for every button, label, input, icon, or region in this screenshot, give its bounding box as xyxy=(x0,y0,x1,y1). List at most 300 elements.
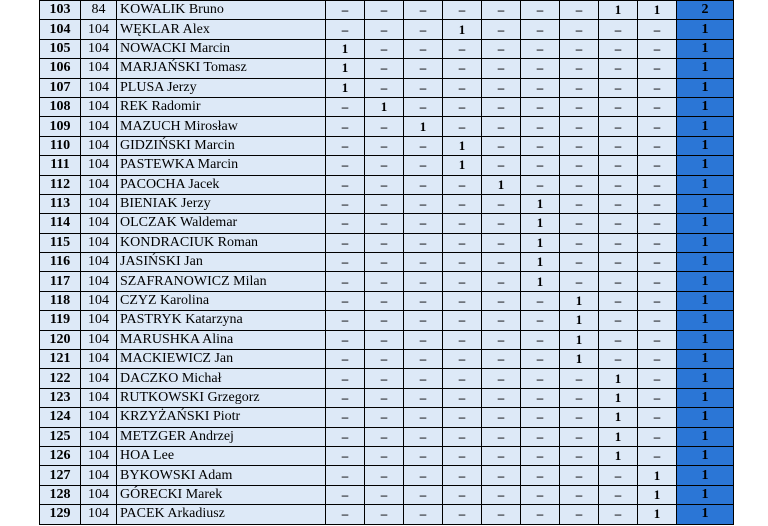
rank-cell: 127 xyxy=(40,466,81,485)
score-cell: – xyxy=(404,505,443,524)
score-cell: – xyxy=(404,408,443,427)
score-cell: – xyxy=(404,175,443,194)
place-cell: 104 xyxy=(81,78,117,97)
score-cell: – xyxy=(482,20,521,39)
score-cell: – xyxy=(638,20,677,39)
place-cell: 104 xyxy=(81,59,117,78)
place-cell: 104 xyxy=(81,39,117,58)
score-cell: – xyxy=(638,59,677,78)
score-cell: – xyxy=(599,466,638,485)
score-cell: – xyxy=(521,175,560,194)
rank-cell: 115 xyxy=(40,233,81,252)
table-row xyxy=(40,388,734,407)
rank-cell: 126 xyxy=(40,446,81,465)
score-cell: 1 xyxy=(521,272,560,291)
score-cell: – xyxy=(404,1,443,20)
rank-cell: 128 xyxy=(40,485,81,504)
total-cell: 1 xyxy=(677,117,734,136)
place-cell: 104 xyxy=(81,233,117,252)
score-cell: – xyxy=(443,214,482,233)
ranking-table-body xyxy=(40,1,734,525)
place-cell: 104 xyxy=(81,369,117,388)
table-row xyxy=(40,253,734,272)
table-row xyxy=(40,20,734,39)
score-cell: 1 xyxy=(326,59,365,78)
score-cell: – xyxy=(482,485,521,504)
table-row xyxy=(40,350,734,369)
rank-cell: 124 xyxy=(40,408,81,427)
score-cell: – xyxy=(560,175,599,194)
score-cell: – xyxy=(638,369,677,388)
rank-cell: 129 xyxy=(40,505,81,524)
score-cell: 1 xyxy=(521,194,560,213)
name-cell: CZYZ Karolina xyxy=(117,291,326,310)
score-cell: – xyxy=(560,97,599,116)
score-cell: – xyxy=(599,505,638,524)
rank-cell: 121 xyxy=(40,350,81,369)
score-cell: – xyxy=(443,291,482,310)
place-cell: 104 xyxy=(81,253,117,272)
score-cell: – xyxy=(326,291,365,310)
table-row xyxy=(40,78,734,97)
score-cell: – xyxy=(638,272,677,291)
score-cell: – xyxy=(560,136,599,155)
score-cell: 1 xyxy=(638,505,677,524)
place-cell: 104 xyxy=(81,485,117,504)
place-cell: 104 xyxy=(81,350,117,369)
score-cell: – xyxy=(521,350,560,369)
score-cell: – xyxy=(443,39,482,58)
name-cell: PASTEWKA Marcin xyxy=(117,156,326,175)
place-cell: 104 xyxy=(81,117,117,136)
score-cell: – xyxy=(326,505,365,524)
score-cell: – xyxy=(326,408,365,427)
score-cell: – xyxy=(599,214,638,233)
score-cell: – xyxy=(326,117,365,136)
place-cell: 104 xyxy=(81,136,117,155)
score-cell: – xyxy=(443,1,482,20)
score-cell: – xyxy=(365,485,404,504)
rank-cell: 105 xyxy=(40,39,81,58)
place-cell: 104 xyxy=(81,408,117,427)
name-cell: MARUSHKA Alina xyxy=(117,330,326,349)
score-cell: – xyxy=(638,408,677,427)
score-cell: – xyxy=(521,59,560,78)
rank-cell: 122 xyxy=(40,369,81,388)
total-cell: 1 xyxy=(677,311,734,330)
score-cell: 1 xyxy=(443,156,482,175)
score-cell: – xyxy=(521,311,560,330)
score-cell: – xyxy=(521,1,560,20)
total-cell: 2 xyxy=(677,1,734,20)
name-cell: GÓRECKI Marek xyxy=(117,485,326,504)
score-cell: 1 xyxy=(599,408,638,427)
score-cell: – xyxy=(365,233,404,252)
score-cell: – xyxy=(326,175,365,194)
score-cell: – xyxy=(638,136,677,155)
score-cell: – xyxy=(365,369,404,388)
score-cell: – xyxy=(560,272,599,291)
score-cell: – xyxy=(599,253,638,272)
score-cell: – xyxy=(404,350,443,369)
table-row xyxy=(40,136,734,155)
rank-cell: 109 xyxy=(40,117,81,136)
score-cell: – xyxy=(365,427,404,446)
score-cell: – xyxy=(443,388,482,407)
place-cell: 104 xyxy=(81,175,117,194)
score-cell: – xyxy=(521,408,560,427)
rank-cell: 117 xyxy=(40,272,81,291)
place-cell: 104 xyxy=(81,466,117,485)
score-cell: – xyxy=(443,446,482,465)
total-cell: 1 xyxy=(677,39,734,58)
score-cell: – xyxy=(599,194,638,213)
score-cell: – xyxy=(365,466,404,485)
total-cell: 1 xyxy=(677,427,734,446)
score-cell: – xyxy=(404,446,443,465)
score-cell: – xyxy=(443,253,482,272)
score-cell: 1 xyxy=(326,78,365,97)
name-cell: REK Radomir xyxy=(117,97,326,116)
place-cell: 104 xyxy=(81,97,117,116)
score-cell: – xyxy=(365,136,404,155)
name-cell: GIDZIŃSKI Marcin xyxy=(117,136,326,155)
rank-cell: 120 xyxy=(40,330,81,349)
score-cell: – xyxy=(326,272,365,291)
name-cell: MACKIEWICZ Jan xyxy=(117,350,326,369)
name-cell: METZGER Andrzej xyxy=(117,427,326,446)
score-cell: – xyxy=(404,233,443,252)
score-cell: – xyxy=(638,427,677,446)
total-cell: 1 xyxy=(677,136,734,155)
score-cell: – xyxy=(521,485,560,504)
total-cell: 1 xyxy=(677,59,734,78)
total-cell: 1 xyxy=(677,330,734,349)
score-cell: – xyxy=(365,350,404,369)
score-cell: – xyxy=(638,388,677,407)
score-cell: – xyxy=(521,291,560,310)
score-cell: – xyxy=(482,466,521,485)
table-row xyxy=(40,446,734,465)
score-cell: – xyxy=(482,408,521,427)
score-cell: – xyxy=(560,388,599,407)
score-cell: – xyxy=(482,369,521,388)
rank-cell: 108 xyxy=(40,97,81,116)
score-cell: – xyxy=(326,1,365,20)
table-row xyxy=(40,369,734,388)
score-cell: – xyxy=(482,427,521,446)
score-cell: – xyxy=(326,388,365,407)
total-cell: 1 xyxy=(677,466,734,485)
table-row xyxy=(40,1,734,20)
score-cell: – xyxy=(365,446,404,465)
score-cell: – xyxy=(443,408,482,427)
place-cell: 104 xyxy=(81,505,117,524)
score-cell: – xyxy=(404,485,443,504)
score-cell: – xyxy=(599,350,638,369)
table-row xyxy=(40,97,734,116)
score-cell: – xyxy=(521,39,560,58)
table-row xyxy=(40,214,734,233)
total-cell: 1 xyxy=(677,214,734,233)
rank-cell: 114 xyxy=(40,214,81,233)
score-cell: – xyxy=(521,97,560,116)
score-cell: – xyxy=(365,291,404,310)
score-cell: – xyxy=(365,117,404,136)
name-cell: KRZYŻAŃSKI Piotr xyxy=(117,408,326,427)
score-cell: – xyxy=(521,446,560,465)
score-cell: – xyxy=(443,59,482,78)
score-cell: – xyxy=(521,505,560,524)
total-cell: 1 xyxy=(677,20,734,39)
score-cell: – xyxy=(443,505,482,524)
score-cell: – xyxy=(326,446,365,465)
score-cell: 1 xyxy=(365,97,404,116)
score-cell: – xyxy=(404,20,443,39)
score-cell: 1 xyxy=(443,136,482,155)
name-cell: JASIŃSKI Jan xyxy=(117,253,326,272)
score-cell: – xyxy=(404,136,443,155)
table-row xyxy=(40,117,734,136)
score-cell: – xyxy=(443,311,482,330)
score-cell: 1 xyxy=(560,350,599,369)
name-cell: BYKOWSKI Adam xyxy=(117,466,326,485)
total-cell: 1 xyxy=(677,194,734,213)
score-cell: – xyxy=(404,78,443,97)
rank-cell: 113 xyxy=(40,194,81,213)
score-cell: – xyxy=(560,1,599,20)
rank-cell: 110 xyxy=(40,136,81,155)
score-cell: – xyxy=(365,20,404,39)
score-cell: – xyxy=(443,117,482,136)
score-cell: – xyxy=(365,78,404,97)
score-cell: – xyxy=(521,330,560,349)
rank-cell: 111 xyxy=(40,156,81,175)
rank-cell: 106 xyxy=(40,59,81,78)
place-cell: 104 xyxy=(81,427,117,446)
score-cell: – xyxy=(638,233,677,252)
score-cell: – xyxy=(482,253,521,272)
score-cell: – xyxy=(482,78,521,97)
score-cell: 1 xyxy=(599,388,638,407)
score-cell: – xyxy=(443,78,482,97)
score-cell: – xyxy=(365,388,404,407)
name-cell: OLCZAK Waldemar xyxy=(117,214,326,233)
rank-cell: 116 xyxy=(40,253,81,272)
score-cell: – xyxy=(521,78,560,97)
name-cell: DACZKO Michał xyxy=(117,369,326,388)
total-cell: 1 xyxy=(677,408,734,427)
name-cell: RUTKOWSKI Grzegorz xyxy=(117,388,326,407)
score-cell: – xyxy=(482,194,521,213)
score-cell: – xyxy=(560,78,599,97)
score-cell: – xyxy=(404,214,443,233)
score-cell: – xyxy=(404,311,443,330)
total-cell: 1 xyxy=(677,350,734,369)
score-cell: – xyxy=(443,330,482,349)
score-cell: – xyxy=(326,156,365,175)
score-cell: – xyxy=(560,485,599,504)
score-cell: – xyxy=(482,291,521,310)
score-cell: – xyxy=(560,39,599,58)
score-cell: – xyxy=(326,253,365,272)
name-cell: SZAFRANOWICZ Milan xyxy=(117,272,326,291)
score-cell: – xyxy=(482,136,521,155)
name-cell: MAZUCH Mirosław xyxy=(117,117,326,136)
score-cell: – xyxy=(638,156,677,175)
score-cell: – xyxy=(404,39,443,58)
place-cell: 104 xyxy=(81,272,117,291)
score-cell: – xyxy=(560,446,599,465)
total-cell: 1 xyxy=(677,505,734,524)
score-cell: 1 xyxy=(560,291,599,310)
table-row xyxy=(40,311,734,330)
score-cell: – xyxy=(404,272,443,291)
score-cell: 1 xyxy=(560,311,599,330)
score-cell: – xyxy=(599,136,638,155)
score-cell: – xyxy=(521,117,560,136)
score-cell: – xyxy=(599,175,638,194)
score-cell: – xyxy=(599,311,638,330)
name-cell: BIENIAK Jerzy xyxy=(117,194,326,213)
rank-cell: 123 xyxy=(40,388,81,407)
score-cell: – xyxy=(521,20,560,39)
table-row xyxy=(40,485,734,504)
score-cell: – xyxy=(326,214,365,233)
score-cell: – xyxy=(560,408,599,427)
score-cell: – xyxy=(638,253,677,272)
name-cell: WĘKLAR Alex xyxy=(117,20,326,39)
name-cell: NOWACKI Marcin xyxy=(117,39,326,58)
score-cell: – xyxy=(365,408,404,427)
score-cell: – xyxy=(404,59,443,78)
place-cell: 104 xyxy=(81,388,117,407)
place-cell: 104 xyxy=(81,446,117,465)
score-cell: – xyxy=(560,59,599,78)
rank-cell: 119 xyxy=(40,311,81,330)
score-cell: – xyxy=(560,505,599,524)
table-row xyxy=(40,505,734,524)
score-cell: – xyxy=(599,59,638,78)
score-cell: – xyxy=(638,311,677,330)
table-row xyxy=(40,233,734,252)
score-cell: – xyxy=(599,485,638,504)
score-cell: – xyxy=(482,330,521,349)
score-cell: – xyxy=(638,97,677,116)
score-cell: – xyxy=(599,20,638,39)
score-cell: – xyxy=(326,369,365,388)
score-cell: – xyxy=(326,136,365,155)
score-cell: – xyxy=(326,485,365,504)
score-cell: – xyxy=(638,78,677,97)
score-cell: – xyxy=(482,311,521,330)
score-cell: – xyxy=(599,330,638,349)
score-cell: – xyxy=(443,97,482,116)
table-row xyxy=(40,272,734,291)
score-cell: – xyxy=(638,194,677,213)
score-cell: – xyxy=(326,427,365,446)
rank-cell: 112 xyxy=(40,175,81,194)
score-cell: – xyxy=(404,156,443,175)
score-cell: – xyxy=(599,272,638,291)
score-cell: – xyxy=(599,97,638,116)
score-cell: – xyxy=(560,466,599,485)
score-cell: – xyxy=(365,194,404,213)
table-row xyxy=(40,59,734,78)
score-cell: – xyxy=(638,330,677,349)
total-cell: 1 xyxy=(677,233,734,252)
score-cell: – xyxy=(482,59,521,78)
score-cell: – xyxy=(560,117,599,136)
score-cell: – xyxy=(638,214,677,233)
score-cell: 1 xyxy=(482,175,521,194)
table-row xyxy=(40,466,734,485)
score-cell: 1 xyxy=(599,427,638,446)
total-cell: 1 xyxy=(677,272,734,291)
table-row xyxy=(40,156,734,175)
score-cell: – xyxy=(599,156,638,175)
score-cell: – xyxy=(560,233,599,252)
name-cell: KONDRACIUK Roman xyxy=(117,233,326,252)
score-cell: – xyxy=(365,39,404,58)
total-cell: 1 xyxy=(677,369,734,388)
score-cell: – xyxy=(482,1,521,20)
score-cell: – xyxy=(482,97,521,116)
score-cell: – xyxy=(521,136,560,155)
name-cell: PASTRYK Katarzyna xyxy=(117,311,326,330)
score-cell: – xyxy=(443,485,482,504)
name-cell: MARJAŃSKI Tomasz xyxy=(117,59,326,78)
score-cell: – xyxy=(443,272,482,291)
score-cell: – xyxy=(599,117,638,136)
place-cell: 104 xyxy=(81,291,117,310)
score-cell: – xyxy=(365,175,404,194)
score-cell: – xyxy=(326,330,365,349)
score-cell: 1 xyxy=(599,446,638,465)
total-cell: 1 xyxy=(677,291,734,310)
table-row xyxy=(40,291,734,310)
score-cell: 1 xyxy=(560,330,599,349)
table-row xyxy=(40,330,734,349)
rank-cell: 104 xyxy=(40,20,81,39)
total-cell: 1 xyxy=(677,78,734,97)
score-cell: – xyxy=(326,311,365,330)
score-cell: – xyxy=(443,466,482,485)
name-cell: HOA Lee xyxy=(117,446,326,465)
score-cell: – xyxy=(443,350,482,369)
score-cell: – xyxy=(482,350,521,369)
score-cell: – xyxy=(326,97,365,116)
score-cell: – xyxy=(521,156,560,175)
rank-cell: 103 xyxy=(40,1,81,20)
score-cell: – xyxy=(365,59,404,78)
score-cell: – xyxy=(404,97,443,116)
score-cell: – xyxy=(638,175,677,194)
place-cell: 104 xyxy=(81,330,117,349)
score-cell: – xyxy=(326,233,365,252)
score-cell: – xyxy=(560,427,599,446)
place-cell: 104 xyxy=(81,214,117,233)
total-cell: 1 xyxy=(677,175,734,194)
score-cell: – xyxy=(638,350,677,369)
score-cell: – xyxy=(443,369,482,388)
place-cell: 104 xyxy=(81,156,117,175)
total-cell: 1 xyxy=(677,485,734,504)
score-cell: – xyxy=(365,214,404,233)
score-cell: – xyxy=(404,291,443,310)
ranking-table xyxy=(39,0,734,525)
score-cell: – xyxy=(443,175,482,194)
